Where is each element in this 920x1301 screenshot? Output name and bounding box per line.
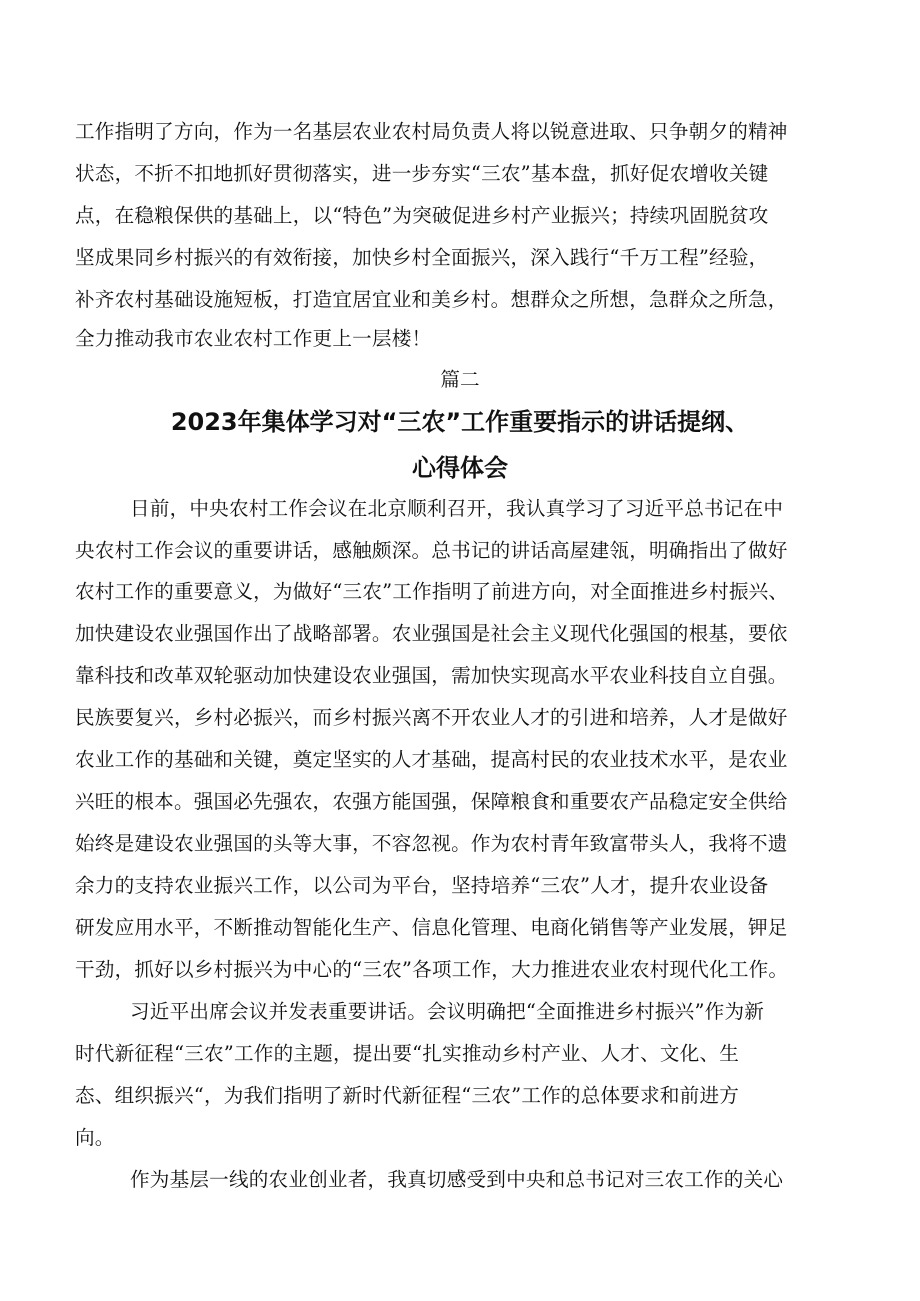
text-line: 作为基层一线的农业创业者，我真切感受到中央和总书记对三农工作的关心 <box>130 1168 784 1191</box>
text-line: 余力的支持农业振兴工作，以公司为平台，坚持培养“三农”人才，提升农业设备 <box>75 874 769 897</box>
title-line-1: 2023年集体学习对“三农”工作重要指示的讲话提纲、 <box>170 408 750 436</box>
text-line: 研发应用水平，不断推动智能化生产、信息化管理、电商化销售等产业发展，钾足 <box>75 916 788 939</box>
text-line: 向。 <box>75 1126 115 1149</box>
text-line: 靠科技和改革双轮驱动加快建设农业强国，需加快实现高水平农业科技自立自强。 <box>75 664 788 687</box>
text-line: 干劲，抓好以乡村振兴为中心的“三农”各项工作，大力推进农业农村现代化工作。 <box>75 958 789 981</box>
text-line: 加快建设农业强国作出了战略部署。农业强国是社会主义现代化强国的根基，要依 <box>75 622 788 645</box>
text-line: 状态，不折不扣地抓好贯彻落实，进一步夯实“三农”基本盘，抓好促农增收关键 <box>75 162 769 185</box>
title-line-2: 心得体会 <box>412 454 508 482</box>
text-line: 态、组织振兴“，为我们指明了新时代新征程“三农”工作的总体要求和前进方 <box>75 1084 740 1107</box>
text-line: 日前，中央农村工作会议在北京顺利召开，我认真学习了习近平总书记在中 <box>130 497 784 520</box>
section-label: 篇二 <box>440 368 480 391</box>
text-line: 民族要复兴，乡村必振兴，而乡村振兴离不开农业人才的引进和培养，人才是做好 <box>75 706 788 729</box>
text-line: 农业工作的基础和关键，奠定坚实的人才基础，提高村民的农业技术水平，是农业 <box>75 748 788 771</box>
text-line: 习近平出席会议并发表重要讲话。会议明确把“全面推进乡村振兴”作为新 <box>130 1000 765 1023</box>
text-line: 工作指明了方向，作为一名基层农业农村局负责人将以锐意进取、只争朝夕的精神 <box>75 120 788 143</box>
text-line: 央农村工作会议的重要讲话，感触颇深。总书记的讲话高屋建瓴，明确指出了做好 <box>75 539 788 562</box>
text-line: 兴旺的根本。强国必先强农，农强方能国强，保障粮食和重要农产品稳定安全供给 <box>75 790 788 813</box>
text-line: 坚成果同乡村振兴的有效衔接，加快乡村全面振兴，深入践行“千万工程”经验， <box>75 246 769 269</box>
text-line: 时代新征程“三农”工作的主题，提出要“扎实推动乡村产业、人才、文化、生 <box>75 1042 740 1065</box>
text-line: 全力推动我市农业农村工作更上一层楼！ <box>75 327 432 350</box>
text-line: 始终是建设农业强国的头等大事，不容忽视。作为农村青年致富带头人，我将不遗 <box>75 832 788 855</box>
text-line: 农村工作的重要意义，为做好“三农”工作指明了前进方向，对全面推进乡村振兴、 <box>75 580 789 603</box>
text-line: 点，在稳粮保供的基础上，以“特色”为突破促进乡村产业振兴；持续巩固脱贫攻 <box>75 204 769 227</box>
text-line: 补齐农村基础设施短板，打造宜居宜业和美乡村。想群众之所想，急群众之所急， <box>75 288 788 311</box>
